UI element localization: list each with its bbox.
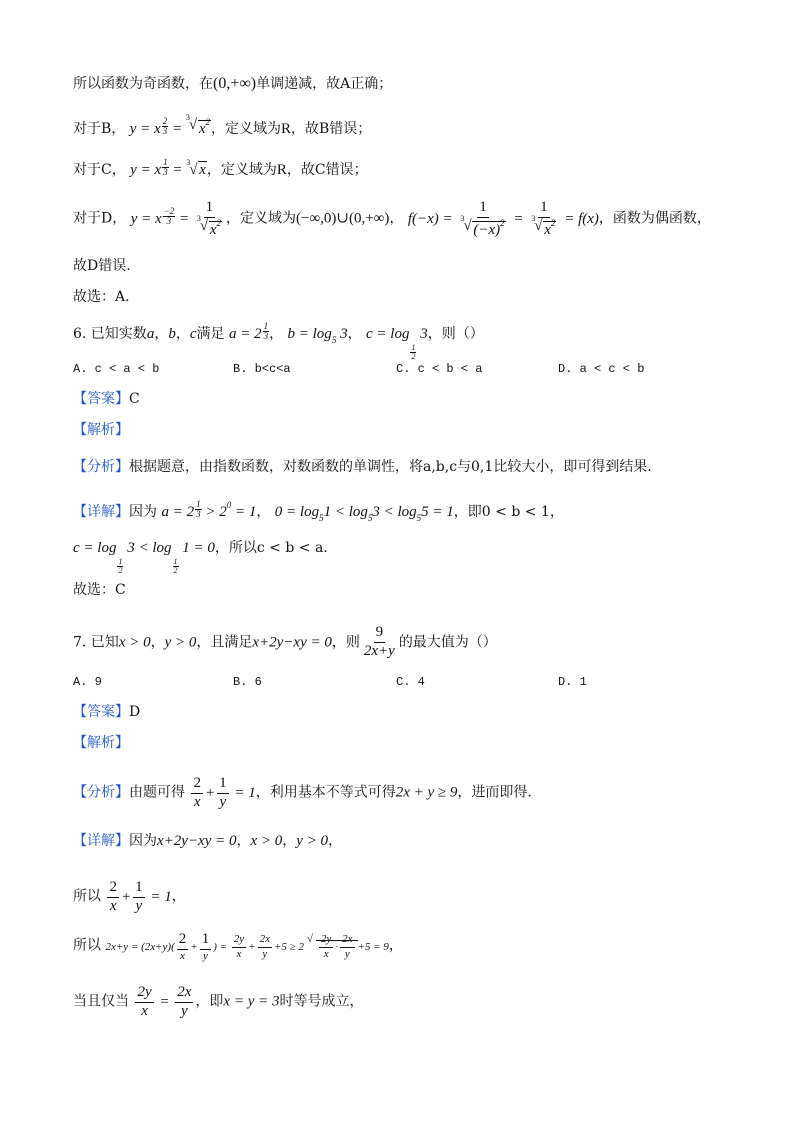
text: 所以 bbox=[73, 888, 101, 905]
question-number: 7. 已知 bbox=[73, 634, 119, 651]
analysis-tag: 【解析】 bbox=[73, 735, 129, 751]
var: c bbox=[189, 326, 197, 342]
answer-value: D bbox=[129, 704, 141, 720]
option-d: D. 1 bbox=[558, 675, 587, 689]
fenxi-line bbox=[73, 460, 652, 474]
text: 所以 bbox=[73, 937, 101, 954]
text: ，即0 < b < 1， bbox=[453, 504, 564, 520]
formula: c = log $\frac{1}{2}$ 3 bbox=[366, 326, 428, 361]
option-b: B. b<c<a bbox=[233, 362, 291, 376]
formula: a = 2 $\frac{1}{3}$ > $2^0 = 1$ bbox=[161, 499, 257, 520]
option-b: B. 6 bbox=[233, 675, 262, 689]
text-line bbox=[73, 985, 363, 1020]
answer-tag: 【答案】 bbox=[73, 704, 129, 720]
formula: f(−x) = 1 3 √ $(-x)^2$ = 1 3 √ $x^2$ = f(x) bbox=[407, 199, 599, 238]
analysis-tag: 【解析】 bbox=[73, 422, 129, 438]
question-6: 6. 已知实数a，b，c满足 a = 2 $\frac{1}{3}$ ， $b = \log_5 3$， c = log $\frac{1}{2}$ 3，则（） bbox=[73, 321, 484, 361]
text: ，且满足 bbox=[196, 634, 253, 651]
text: ， bbox=[389, 210, 404, 227]
text: ，定义域为 bbox=[226, 210, 296, 227]
text-line: 故D错误. bbox=[73, 258, 131, 274]
text: ，进而即得. bbox=[457, 784, 532, 801]
option-c: C. c < b < a bbox=[396, 362, 483, 376]
var: b bbox=[168, 326, 176, 342]
text: 因为 bbox=[129, 504, 157, 520]
formula: x+2y−xy = 0 bbox=[157, 833, 237, 849]
formula: $0 = \log_51 < \log_53 < \log_55 = 1$ bbox=[274, 504, 454, 523]
text: R bbox=[280, 121, 291, 137]
formula: c = log $\frac{1}{2}$ 3 < log $\frac{1}{2}$ 1 = 0 bbox=[73, 540, 215, 575]
formula: x = y = 3 bbox=[223, 993, 280, 1010]
condition: x > 0 bbox=[118, 634, 151, 651]
text: 当且仅当 bbox=[73, 993, 129, 1010]
condition: x+2y−xy = 0 bbox=[252, 634, 332, 651]
option-a: A. 9 bbox=[73, 675, 102, 689]
text: 所以函数为奇函数，在 bbox=[73, 76, 213, 92]
text-line: 故选：C bbox=[73, 582, 126, 598]
text: 由题可得 bbox=[129, 784, 185, 801]
text: 根据题意，由指数函数，对数函数的单调性，将a,b,c与0,1比较大小，即可得到结果. bbox=[129, 459, 652, 475]
text: ，利用基本不等式可得 bbox=[255, 784, 396, 801]
var: a bbox=[146, 326, 155, 342]
text: ，即 bbox=[195, 993, 224, 1010]
formula: $\frac{2y}{x}$ = $\frac{2x}{y}$ bbox=[137, 984, 192, 1019]
text: ，定义域为 bbox=[206, 162, 277, 178]
option-c: C. 4 bbox=[396, 675, 425, 689]
option-d: D. a < c < b bbox=[558, 362, 645, 376]
text: ，故B错误； bbox=[291, 121, 372, 137]
formula: $b = \log_5 3$ bbox=[287, 326, 348, 345]
text: ，则（） bbox=[427, 326, 484, 342]
domain: (−∞,0)∪(0,+∞) bbox=[296, 210, 390, 227]
answer-line bbox=[73, 705, 140, 719]
answer-line bbox=[73, 392, 140, 406]
condition: y > 0 bbox=[164, 634, 197, 651]
question-7: 7. 已知x > 0，y > 0，且满足x+2y−xy = 0，则 $\frac{9}{2x+y}$ 的最大值为（） bbox=[73, 624, 497, 659]
text: 满足 bbox=[196, 326, 225, 342]
text-line bbox=[73, 113, 372, 137]
text: ，故C错误； bbox=[286, 162, 368, 178]
formula: y = x $\frac{1}{3}$ = 3 √ x bbox=[130, 157, 206, 178]
text-line: 所以 $\frac{2}{x}$ + $\frac{1}{y}$ = 1， bbox=[73, 879, 186, 914]
text: 单调递减，故A正确； bbox=[256, 76, 393, 92]
text: ，函数为偶函数， bbox=[598, 210, 711, 227]
formula: a = 2 $\frac{1}{3}$ bbox=[228, 321, 269, 342]
fenxi-tag: 【分析】 bbox=[73, 784, 129, 801]
answer-value: C bbox=[129, 391, 140, 407]
option-a: A. c < a < b bbox=[73, 362, 160, 376]
xiangjie-line: 【详解】因为 a = 2 $\frac{1}{3}$ > $2^0 = 1$， $0 = \log_51 < \log_53 < \log_55 = 1$，即0 < b < 1， bbox=[73, 499, 564, 523]
formula: $\frac{9}{2x+y}$ bbox=[363, 624, 395, 659]
text: 对于D， bbox=[73, 210, 127, 227]
fenxi-tag: 【分析】 bbox=[73, 459, 129, 475]
formula: y = x $\frac{2}{3}$ = 3 √ $x^2$ bbox=[129, 113, 210, 137]
text-line bbox=[73, 158, 368, 178]
text: ，定义域为 bbox=[210, 121, 281, 137]
text: ，所以c < b < a. bbox=[214, 540, 328, 556]
xiangjie-tag: 【详解】 bbox=[73, 504, 129, 520]
text: 因为 bbox=[129, 833, 157, 849]
text-line bbox=[73, 76, 392, 92]
text: 的最大值为（） bbox=[398, 634, 497, 651]
text: ，则 bbox=[331, 634, 360, 651]
text: 时等号成立， bbox=[279, 993, 364, 1010]
interval: (0,+∞) bbox=[213, 75, 257, 92]
xiangjie-tag: 【详解】 bbox=[73, 833, 129, 849]
text-line bbox=[73, 541, 328, 575]
formula: y = x $\frac{-2}{3}$ = 1 3 √ $x^2$ bbox=[130, 199, 221, 238]
formula: 2x + y ≥ 9 bbox=[395, 784, 458, 801]
question-number: 6. 已知实数 bbox=[73, 326, 147, 342]
formula: $\frac{2}{x}$ + $\frac{1}{y}$ = 1 bbox=[193, 775, 256, 810]
formula: $\frac{2}{x}$ + $\frac{1}{y}$ = 1 bbox=[109, 879, 172, 914]
formula: 2x+y = (2x+y)( $\frac{2}{x}$ + $\frac{1}{y}$ ) = $\frac{2y}{x}$ + $\frac{2x}{y}$ +5 ≥ 2 √ $\frac{2y}{x}$ · $\frac{2x}{y}$ +5 = 9 bbox=[105, 931, 389, 962]
text-line: 故选：A. bbox=[73, 289, 130, 305]
text: 对于C， bbox=[73, 162, 126, 178]
text: 对于B， bbox=[73, 121, 126, 137]
fenxi-line bbox=[73, 776, 532, 811]
answer-tag: 【答案】 bbox=[73, 391, 129, 407]
text: R bbox=[276, 162, 287, 178]
text-line: 所以 2x+y = (2x+y)( $\frac{2}{x}$ + $\frac{1}{y}$ ) = $\frac{2y}{x}$ + $\frac{2x}{y}$ +5 ≥ 2 √ $\frac{2y}{x}$ · $\frac{2x}{y}$ +5 = 9， bbox=[73, 931, 403, 962]
xiangjie-line: 【详解】因为x+2y−xy = 0，x > 0，y > 0， bbox=[73, 833, 343, 849]
text-line bbox=[73, 200, 711, 239]
